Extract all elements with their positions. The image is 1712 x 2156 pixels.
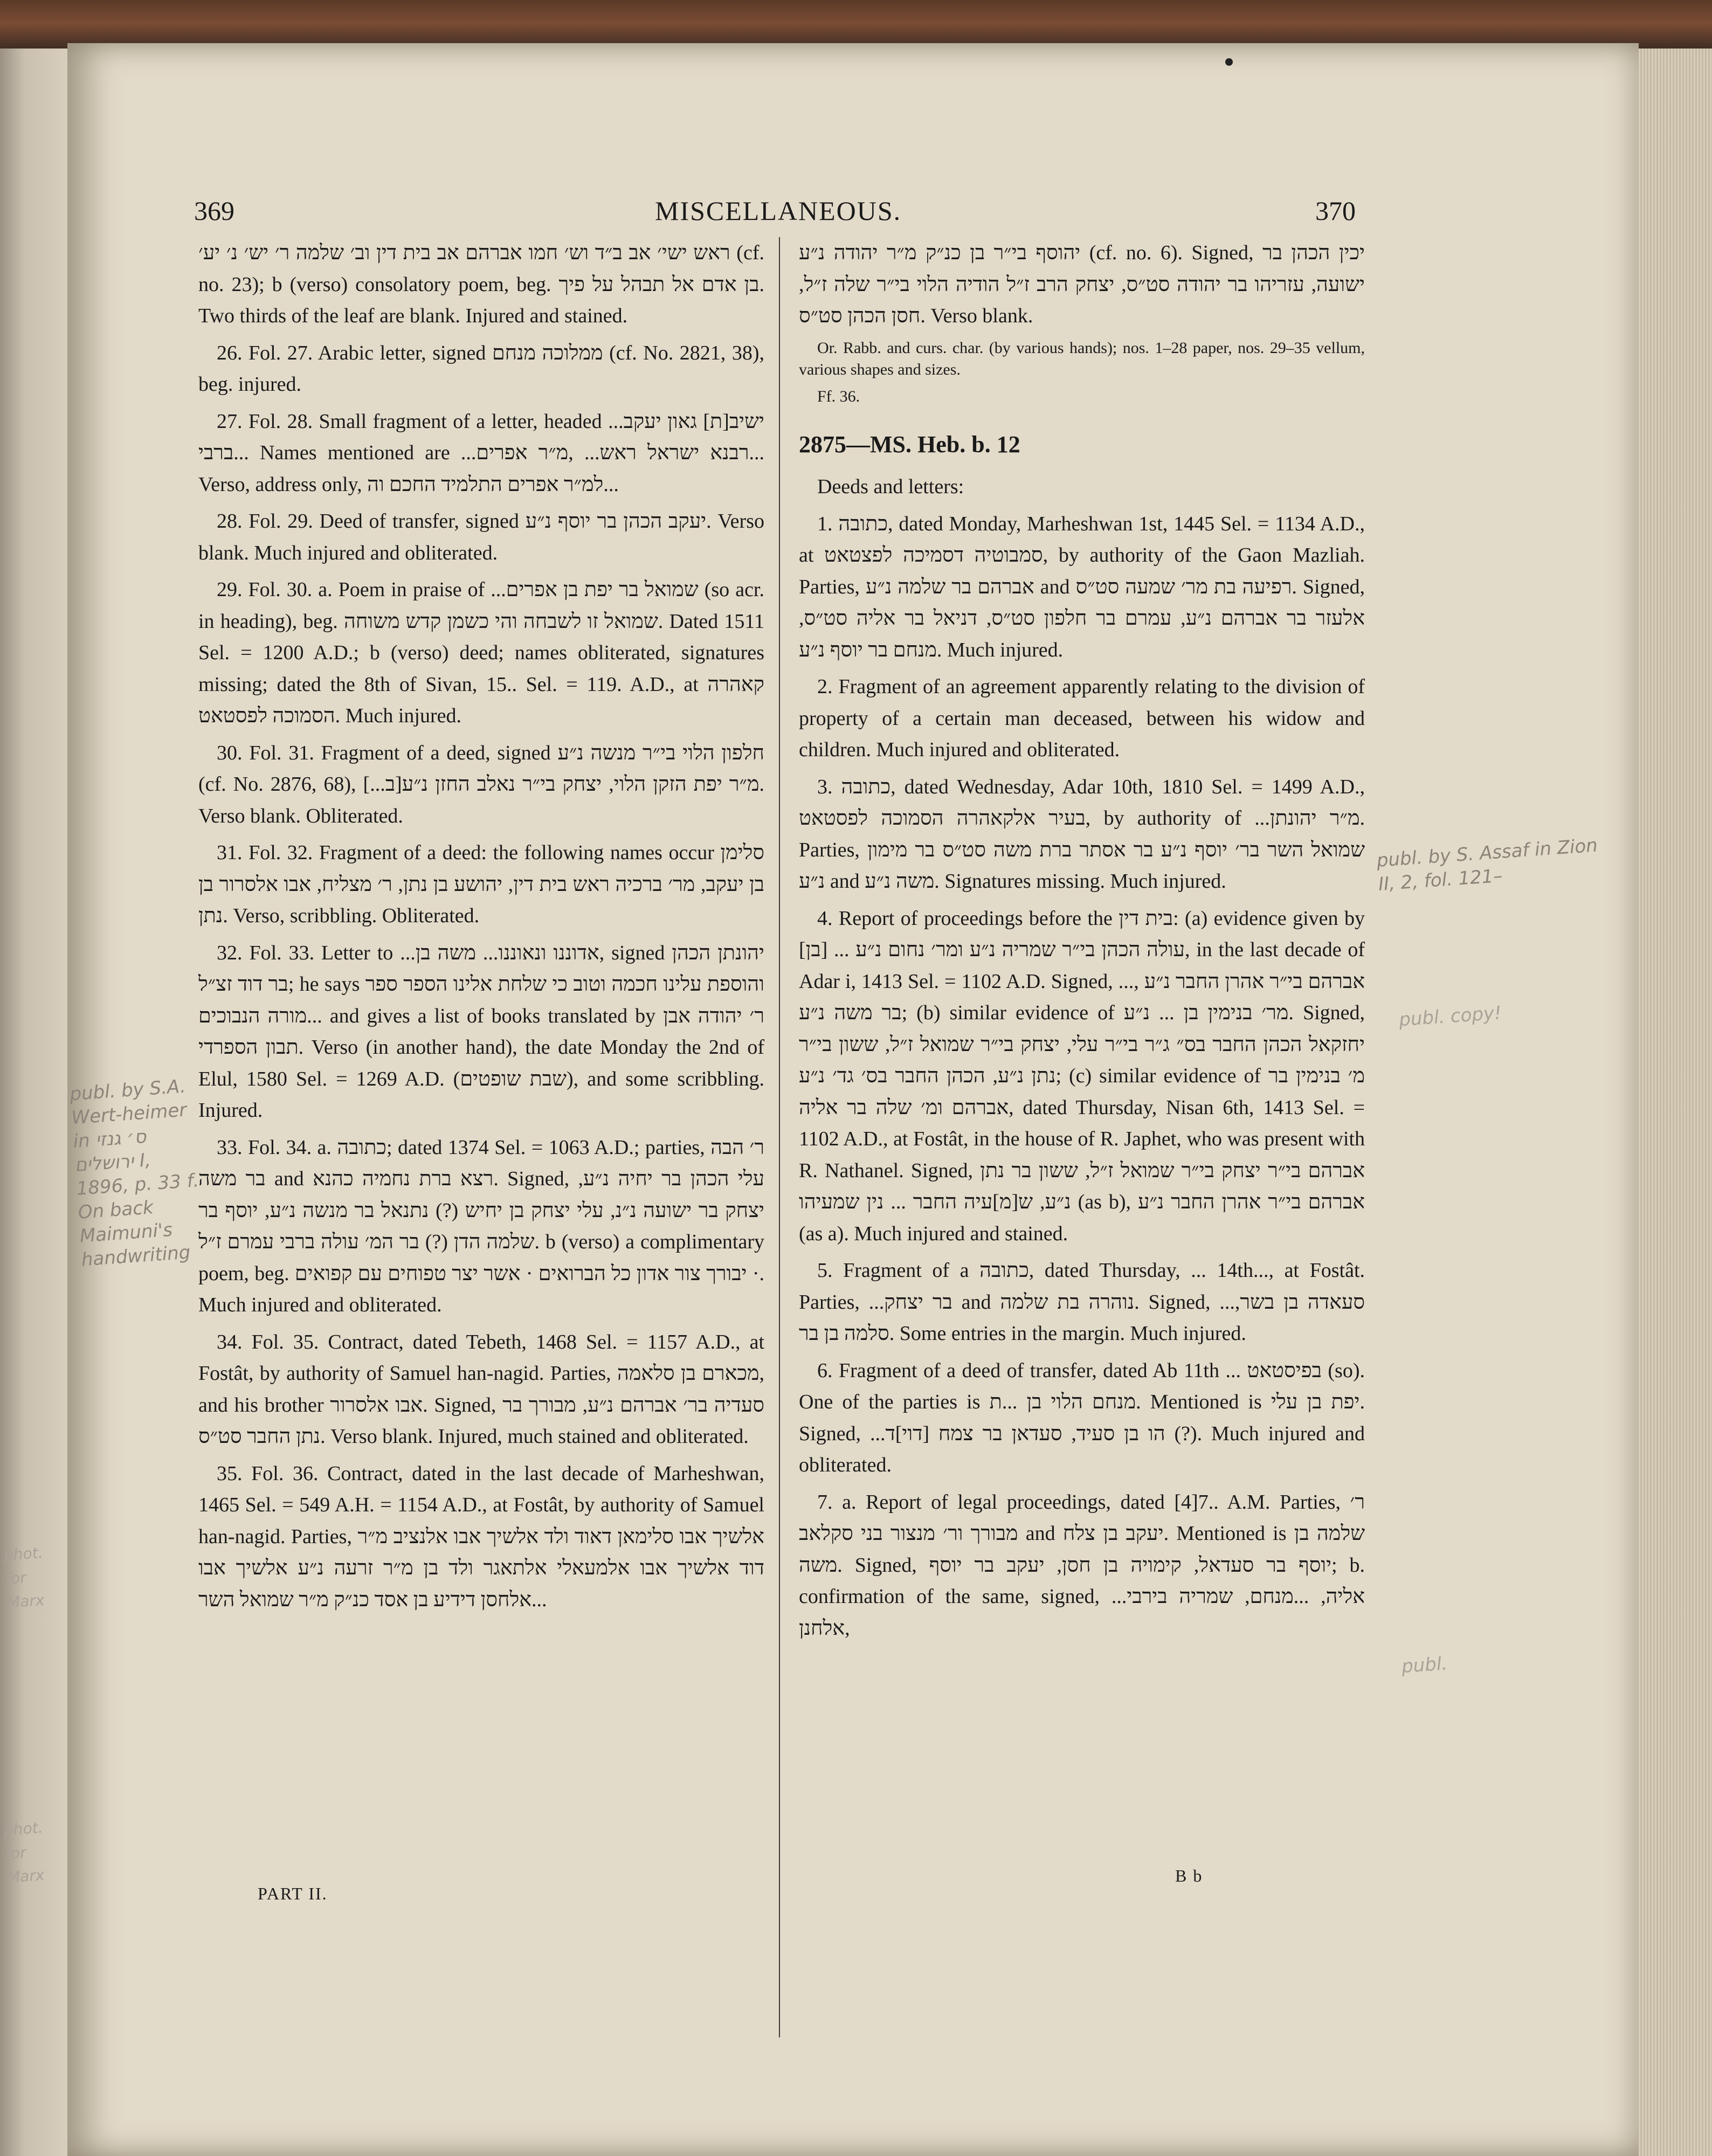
entry-26: 26. Fol. 27. Arabic letter, signed ממלוכה מנחם (cf. No. 2821, 38), beg. injured. [198, 341, 764, 396]
entry-35: 35. Fol. 36. Contract, dated in the last decade of Marheshwan, 1465 Sel. = 549 A.H. = 1154 A.D., at Fostât, by authority of Samuel han-nagid. Parties, אלשיך אבו סלימאן דאוד ולד אלשיך אבו אלנציב מ״ר דוד אלשיך אבו אלמעאלי אלתאגר ולד בן מ״ר זרעה נ״ע אלשיך אבו אלחסן דידיע בן אסד כנ״ק מ״ר שמואל השר... [198, 1462, 764, 1611]
entry-7: 7. a. Report of legal proceedings, dated [4]7.. A.M. Parties, ר׳ מבורך ור׳ מנצור בני סקלאב and יעקב בן צלח. Mentioned is שלמה בן משה. Signed, יוסף בר סעדאל, קימויה בן חסן, יעקב בר יוסף; b. confirmation of the same, signed, ...אליה, ...מנחם, שמריה בירבי אלחנן, [799, 1490, 1365, 1640]
entry-5: 5. Fragment of a כתובה, dated Thursday, ... 14th..., at Fostât. Parties, ...בר יצחק and נוהרה בת שלמה. Signed, ...סעאדה בן בשר, סלמה בן בר. Some entries in the margin. Much injured. [799, 1259, 1365, 1345]
pencil-note-publ-copy: publ. copy! [1398, 1002, 1502, 1031]
entry-28: 28. Fol. 29. Deed of transfer, signed יעקב הכהן בר יוסף נ״ע. Verso blank. Much injured and obliterated. [198, 510, 764, 564]
ms-description-note: Or. Rabb. and curs. char. (by various hands); nos. 1–28 paper, nos. 29–35 vellum, various shapes and sizes. [799, 338, 1365, 378]
column-divider [779, 237, 780, 2037]
section-title: 2875—MS. Heb. b. 12 [799, 431, 1020, 458]
pencil-note-phot-1: phot. for Marx [3, 1543, 45, 1612]
entry-32: 32. Fol. 33. Letter to ...אדוננו ונאוננו... משה בן, signed יהונתן הכהן בר דוד זצ״ל; he says והוספת עלינו חכמה וטוב כי שלחת אלינו הספר ספר מורה הנבוכים... and gives a list of books translated by ר׳ יהודה אבן תבון הספרדי. Verso (in another hand), the date Monday the 2nd of Elul, 1580 Sel. = 1269 A.D. (שבת שופטים), and some scribbling. Injured. [198, 941, 764, 1122]
entry-3: 3. כתובה, dated Wednesday, Adar 10th, 1810 Sel. = 1499 A.D., בעיר אלקאהרה הסמוכה לפסטאט, by authority of ...מ״ר יהונתן. Parties, שמואל השר בר׳ יוסף נ״ע בר אסתר ברת משה סט״ס בר מימון נ״ע and משה נ״ע. Signatures missing. Much injured. [799, 775, 1365, 893]
left-page-number: 369 [194, 196, 234, 226]
running-title: MISCELLANEOUS. [655, 196, 902, 226]
entry-33: 33. Fol. 34. a. כתובה; dated 1374 Sel. = 1063 A.D.; parties, ר׳ הבה בר משה and רצא ברת נחמיה כהנא. Signed, עלי הכהן בר יחיה נ״ע, יצחק בר ישועה נ״נ, עלי יצחק בן יחיש (?) נתנאל בר מנשה נ״ע, יוסף בר שלמה הדן (?) בר המ׳ עולה ברבי עמרם ז״ל. b (verso) a complimentary poem, beg. יבורך צור אדון כל הברואים · אשר יצר טפוחים עם קפואים ·. Much injured and obliterated. [198, 1136, 765, 1316]
entry-27: 27. Fol. 28. Small fragment of a letter, headed ...ישיב[ת] גאון יעקב ברבי... Names mentioned are ...רבנא ישראל ראש... ,מ״ר אפרים... Verso, address only, למ״ר אפרים התלמיד החכם וה... [198, 410, 765, 496]
pencil-note-publ-assaf: publ. by S. Assaf in Zion II, 2, fol. 121– [1376, 834, 1599, 895]
entry-34: 34. Fol. 35. Contract, dated Tebeth, 1468 Sel. = 1157 A.D., at Fostât, by authority of Samuel han-nagid. Parties, מכארם בן סלאמה, and his brother אבו אלסרור. Signed, סעדיה בר׳ אברהם נ״ע, מבורך בר נתן החבר סט״ס. Verso blank. Injured, much stained and obliterated. [198, 1330, 765, 1448]
entry-1: 1. כתובה, dated Monday, Marheshwan 1st, 1445 Sel. = 1134 A.D., at סמבוטיה דסמיכה לפצטאט, by authority of the Gaon Mazliah. Parties, אברהם בר שלמה נ״ע and רפיעה בת מר׳ שמעה סט״ס. Signed, אלעזר בר אברהם נ״ע, עמרם בר חלפון סט״ס, דניאל בר אליה סט״ס, מנחם בר יוסף נ״ע. Much injured. [799, 512, 1365, 661]
left-column [198, 237, 764, 1621]
section-intro: Deeds and letters: [817, 475, 964, 498]
right-column [799, 237, 1365, 1649]
right-page-number: 370 [1315, 196, 1356, 226]
entry-31: 31. Fol. 32. Fragment of a deed: the following names occur סלימן בן יעקב, מר׳ ברכיה ראש בית דין, יהושע בן נתן, ר׳ מצליח, אבו אלסרור בן נתן. Verso, scribbling. Obliterated. [198, 841, 764, 927]
entry-continued: ראש ישי׳ אב ב״ד וש׳ חמו אברהם אב בית דין וב׳ שלמה ר׳ יש׳ נ׳ יע׳ (cf. no. 23); b (verso) consolatory poem, beg. בן אדם אל תבהל על פיך. Two thirds of the leaf are blank. Injured and stained. [198, 241, 764, 327]
part-label: PART II. [258, 1884, 328, 1903]
pencil-note-left: publ. by S.A. Wert-heimer in ס׳ גנזי ירושלים I, 1896, p. 33 f. On back Maimuni's handwriting [69, 1075, 200, 1271]
page-edges [1639, 49, 1712, 2156]
entry-4: 4. Report of proceedings before the בית דין: (a) evidence given by [בן] ... עולה הכהן בי״ר שמריה נ״ע ומר׳ נחום נ״ע, in the last decade of Adar i, 1413 Sel. = 1102 A.D. Signed, אברהם בי״ר אהרן החבר נ״ע ,... בר משה נ״ע; (b) similar evidence of מר׳ בנימין בן ... נ״ע. Signed, יחזקאל הכהן החבר בס״ ג״ר בי״ר עלי, יצחק בי״ר שמואל ז״ל, ששון בי״ר נתן נ״ע, הכהן החבר בס׳ גד׳ נ״ע; (c) similar evidence of מ׳ בנימין בר אברהם ומ׳ שלה בר אליה, dated Thursday, Nisan 6th, 1413 Sel. = 1102 A.D., at Fostât, in the house of R. Japhet, who was present with R. Nathanel. Signed, אברהם בי״ר יצחק בי״ר שמואל ז״ל, ששון בר נתן נ״ע, ש[מ]עיה החבר ... נין שמעיהו (as b), אברהם בי״ר אהרן החבר נ״ע (as a). Much injured and stained. [799, 907, 1365, 1245]
ink-dot [1225, 58, 1233, 66]
folio-count: Ff. 36. [817, 387, 860, 405]
entry-2: 2. Fragment of an agreement apparently relating to the division of property of a certain man deceased, between his widow and children. Much injured and obliterated. [799, 675, 1365, 761]
signature-mark: B b [1175, 1866, 1203, 1885]
pencil-note-publ: publ. [1400, 1653, 1448, 1678]
entry-30: 30. Fol. 31. Fragment of a deed, signed חלפון הלוי בי״ר מנשה נ״ע (cf. No. 2876, 68), [...ב]מ״ר יפת הזקן הלוי, יצחק בי״ר נאלב החזן נ״ע. Verso blank. Obliterated. [198, 741, 764, 827]
entry-continued-right: יהוסף בי״ר בן כנ״ק מ״ר יהודה נ״ע (cf. no. 6). Signed, יכין הכהן בר ישועה, עזריהו בר יהודה סט״ס, יצחק הרב ז״ל הודיה הלוי בי״ר שלה ז״ל, חסן הכהן סט״ס. Verso blank. [799, 241, 1365, 327]
entry-29: 29. Fol. 30. a. Poem in praise of ...שמואל בר יפת בן אפרים (so acr. in heading), beg. שמואל זו לשבחה והי כשמן קדש משוחה. Dated 1511 Sel. = 1200 A.D.; b (verso) deed; names obliterated, signatures missing; dated the 8th of Sivan, 15.. Sel. = 119. A.D., at קאהרה הסמוכה לפסטאט. Much injured. [198, 578, 764, 727]
entry-6: 6. Fragment of a deed of transfer, dated Ab 11th ... בפיסטאט (so). One of the parties is מנחם הלוי בן ...ת. Mentioned is יפת בן עלי. Signed, ...הו בן סעיד, סעדאן בר צמח [דוי]ד (?). Much injured and obliterated. [799, 1359, 1365, 1476]
pencil-note-phot-2: phot. for Marx [3, 1818, 45, 1887]
